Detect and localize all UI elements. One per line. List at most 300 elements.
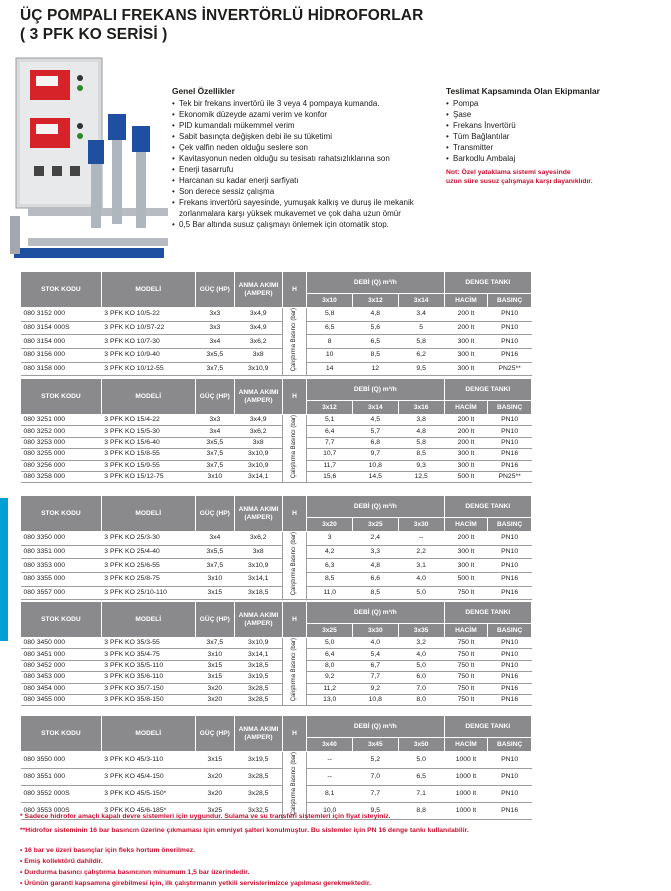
table-cell: 3 PFK KO 35/5-110 <box>101 660 195 671</box>
table-cell: 8,8 <box>398 803 444 820</box>
table-cell: PN10 <box>488 415 532 426</box>
table-cell: 9,3 <box>398 460 444 471</box>
table-cell: 3x15 <box>195 752 234 769</box>
table-cell: 6,4 <box>307 649 353 660</box>
header-stock-code: STOK KODU <box>21 379 102 415</box>
table-cell: 3x28,5 <box>234 786 282 803</box>
header-stock-code: STOK KODU <box>21 272 102 308</box>
table-cell: 080 3350 000 <box>21 532 102 546</box>
table-cell: PN25** <box>488 362 532 376</box>
table-cell: 10,7 <box>307 449 353 460</box>
list-item: • Ekonomik düzeyde azami verim ve konfor <box>172 109 440 120</box>
table-cell: 3x14,1 <box>234 573 282 587</box>
table-cell: 6,8 <box>352 437 398 448</box>
table-cell: 3 PFK KO 10/9-40 <box>101 349 195 363</box>
table-cell: 3x20 <box>195 769 234 786</box>
table-cell: 080 3154 000S <box>21 321 102 335</box>
table-cell: 3x28,5 <box>234 694 282 705</box>
table-cell: 10,8 <box>352 460 398 471</box>
list-item: • PID kumandalı mükemmel verim <box>172 120 440 131</box>
table-cell: 3x8 <box>234 437 282 448</box>
header-flow-value: 3x14 <box>352 401 398 415</box>
table-cell: 4,0 <box>398 573 444 587</box>
list-item: • Sabit basınçta değişken debi ile su tüketimi <box>172 131 440 142</box>
table-cell: 3 PFK KO 10/7-30 <box>101 335 195 349</box>
header-model: MODELİ <box>101 716 195 752</box>
table-cell: 4,5 <box>352 415 398 426</box>
header-flow-value: 3x40 <box>307 738 353 752</box>
footnote: * Sadece hidrofor amaçlı kapalı devre sistemleri için uygundur. Sulama ve su transferi sistemleri için fiyat isteyiniz. <box>20 813 391 820</box>
table-cell: PN10 <box>488 437 532 448</box>
table-cell: 3 PFK KO 10/5-22 <box>101 308 195 322</box>
product-table-1 <box>20 271 532 376</box>
header-flow-value: 3x25 <box>307 624 353 638</box>
header-flow: DEBİ (Q) m³/h <box>307 379 445 401</box>
table-cell: 3x19,5 <box>234 752 282 769</box>
table-cell: 3 PFK KO 15/9-55 <box>101 460 195 471</box>
product-image <box>8 56 168 266</box>
header-model: MODELİ <box>101 602 195 638</box>
header-current: ANMA AKIMI (AMPER) <box>234 716 282 752</box>
start-pressure-label: Çalıştırma Basıncı (bar) <box>291 638 298 702</box>
table-cell: 6,3 <box>307 559 353 573</box>
table-cell: 9,2 <box>352 683 398 694</box>
table-cell: PN10 <box>488 638 532 649</box>
table-cell: 5 <box>398 321 444 335</box>
table-cell: 7,1 <box>398 786 444 803</box>
table-cell: 3 PFK KO 15/12-75 <box>101 471 195 482</box>
table-cell: 3x15 <box>195 672 234 683</box>
title-line-1: ÜÇ POMPALI FREKANS İNVERTÖRLÜ HİDROFORLAR <box>20 7 424 24</box>
header-flow-value: 3x25 <box>352 518 398 532</box>
table-cell: 300 lt <box>444 559 488 573</box>
list-item: • Pompa <box>446 98 656 109</box>
footnote: • Emiş kollektörü dahildir. <box>20 858 103 865</box>
table-row <box>21 335 532 349</box>
table-cell: 6,5 <box>352 335 398 349</box>
table-cell: 5,7 <box>352 426 398 437</box>
header-volume: HACİM <box>444 518 488 532</box>
table-cell: 750 lt <box>444 672 488 683</box>
table-row <box>21 660 532 671</box>
table-cell: 3x6,2 <box>234 532 282 546</box>
table-row <box>21 362 532 376</box>
table-cell: 3 PFK KO 45/5-150* <box>101 786 195 803</box>
footnote: • Durdurma basıncı çalıştırma basıncının minumum 1,5 bar üzerindedir. <box>20 869 250 876</box>
list-item: • Barkodlu Ambalaj <box>446 153 656 164</box>
table-cell: 3 PFK KO 45/4-150 <box>101 769 195 786</box>
table-cell: 3x6,2 <box>234 335 282 349</box>
table-cell: 3x6,2 <box>234 426 282 437</box>
table-cell: 3,8 <box>398 415 444 426</box>
table-cell: PN16 <box>488 803 532 820</box>
table-cell: 14,5 <box>352 471 398 482</box>
start-pressure-column <box>283 752 307 820</box>
product-table-5 <box>20 715 532 820</box>
table-cell: -- <box>307 752 353 769</box>
table-cell: 3x7,5 <box>195 449 234 460</box>
table-cell: PN16 <box>488 449 532 460</box>
table-cell: -- <box>398 532 444 546</box>
table-cell: 11,7 <box>307 460 353 471</box>
table-cell: PN10 <box>488 649 532 660</box>
table-cell: 1000 lt <box>444 803 488 820</box>
table-cell: 3x4,9 <box>234 308 282 322</box>
table-cell: 6,5 <box>307 321 353 335</box>
note-line-1: Not: Özel yataklama sistemi sayesinde <box>446 169 571 176</box>
header-tank: DENGE TANKI <box>444 496 531 518</box>
features-heading: Genel Özellikler <box>172 86 235 96</box>
table-cell: 7,7 <box>352 786 398 803</box>
table-cell: 080 3553 000S <box>21 803 102 820</box>
table-cell: 6,7 <box>352 660 398 671</box>
table-cell: 750 lt <box>444 683 488 694</box>
table-cell: 3x5,5 <box>195 349 234 363</box>
table-cell: 080 3552 000S <box>21 786 102 803</box>
list-item: • Harcanan su kadar enerji sarfiyatı <box>172 175 440 186</box>
table-row <box>21 786 532 803</box>
table-cell: PN16 <box>488 586 532 600</box>
table-cell: 3,3 <box>352 545 398 559</box>
table-cell: 300 lt <box>444 545 488 559</box>
table-cell: 1000 lt <box>444 769 488 786</box>
table-cell: 080 3253 000 <box>21 437 102 448</box>
delivery-list <box>446 98 656 164</box>
header-tank: DENGE TANKI <box>444 716 531 738</box>
header-flow-value: 3x14 <box>398 294 444 308</box>
header-pressure: BASINÇ <box>488 738 532 752</box>
table-cell: 3x10 <box>195 649 234 660</box>
table-cell: 8,5 <box>307 573 353 587</box>
table-cell: 750 lt <box>444 649 488 660</box>
header-flow-value: 3x35 <box>398 624 444 638</box>
side-tab <box>0 498 8 641</box>
start-pressure-column <box>283 638 307 706</box>
delivery-equipment <box>446 86 656 186</box>
table-cell: PN16 <box>488 683 532 694</box>
header-pressure: BASINÇ <box>488 624 532 638</box>
table-cell: 3x3 <box>195 321 234 335</box>
table-cell: 3x7,5 <box>195 638 234 649</box>
table-row <box>21 449 532 460</box>
table-cell: 4,0 <box>398 649 444 660</box>
table-cell: 9,2 <box>307 672 353 683</box>
table-row <box>21 559 532 573</box>
table-cell: 8,5 <box>352 349 398 363</box>
table-cell: 12 <box>352 362 398 376</box>
table-cell: PN10 <box>488 426 532 437</box>
header-volume: HACİM <box>444 294 488 308</box>
table-cell: 5,8 <box>398 335 444 349</box>
table-row <box>21 415 532 426</box>
table-cell: 300 lt <box>444 460 488 471</box>
table-cell: 9,7 <box>352 449 398 460</box>
table-row <box>21 426 532 437</box>
table-cell: 4,0 <box>352 638 398 649</box>
table-cell: 080 3158 000 <box>21 362 102 376</box>
product-table-2 <box>20 378 532 483</box>
header-pressure: BASINÇ <box>488 294 532 308</box>
header-current: ANMA AKIMI (AMPER) <box>234 496 282 532</box>
table-cell: 3 PFK KO 25/8-75 <box>101 573 195 587</box>
table-cell: 3 PFK KO 35/8-150 <box>101 694 195 705</box>
table-cell: PN10 <box>488 335 532 349</box>
table-cell: PN16 <box>488 694 532 705</box>
table-cell: 3x18,5 <box>234 660 282 671</box>
table-cell: 8,1 <box>307 786 353 803</box>
table-cell: 13,0 <box>307 694 353 705</box>
header-power: GÜÇ (HP) <box>195 496 234 532</box>
table-cell: 080 3355 000 <box>21 573 102 587</box>
table-cell: 500 lt <box>444 573 488 587</box>
table-cell: 3x14,1 <box>234 649 282 660</box>
table-cell: 200 lt <box>444 321 488 335</box>
table-cell: PN10 <box>488 308 532 322</box>
header-current: ANMA AKIMI (AMPER) <box>234 272 282 308</box>
table-cell: 3 <box>307 532 353 546</box>
table-cell: 750 lt <box>444 660 488 671</box>
start-pressure-label: Çalıştırma Basıncı (bar) <box>291 308 298 372</box>
start-pressure-column <box>283 308 307 376</box>
table-cell: 3x4,9 <box>234 415 282 426</box>
table-cell: 750 lt <box>444 694 488 705</box>
table-cell: 4,8 <box>352 308 398 322</box>
header-power: GÜÇ (HP) <box>195 716 234 752</box>
product-table-3 <box>20 495 532 600</box>
table-cell: 500 lt <box>444 471 488 482</box>
table-row <box>21 769 532 786</box>
table-cell: 080 3557 000 <box>21 586 102 600</box>
table-cell: PN10 <box>488 532 532 546</box>
table-cell: 3 PFK KO 35/4-75 <box>101 649 195 660</box>
table-cell: 080 3450 000 <box>21 638 102 649</box>
footnote: **Hidrofor sisteminin 16 bar basıncın üzerine çıkmaması için emniyet şalteri konulmuştur. Bu sistemler için PN 16 denge tankı kullanılabilir. <box>20 827 469 834</box>
table-cell: 3x14,1 <box>234 471 282 482</box>
header-current: ANMA AKIMI (AMPER) <box>234 379 282 415</box>
table-cell: 750 lt <box>444 638 488 649</box>
table-cell: 15,6 <box>307 471 353 482</box>
header-pressure: BASINÇ <box>488 401 532 415</box>
table-cell: 080 3451 000 <box>21 649 102 660</box>
table-cell: 5,0 <box>307 638 353 649</box>
table-cell: PN16 <box>488 672 532 683</box>
table-cell: 3 PFK KO 15/6-40 <box>101 437 195 448</box>
list-item: • Enerji tasarrufu <box>172 164 440 175</box>
table-row <box>21 308 532 322</box>
header-flow-value: 3x45 <box>352 738 398 752</box>
table-cell: 3x7,5 <box>195 362 234 376</box>
list-item: • Tek bir frekans invertörü ile 3 veya 4 pompaya kumanda. <box>172 98 440 109</box>
list-item: • Frekans invertörü sayesinde, yumuşak kalkış ve duruş ile mekanik zorlanmalara karşı yüksek mukavemet ve çok daha uzun ömür <box>172 197 440 219</box>
table-cell: 3 PFK KO 25/10-110 <box>101 586 195 600</box>
table-cell: 3 PFK KO 25/6-55 <box>101 559 195 573</box>
header-power: GÜÇ (HP) <box>195 602 234 638</box>
table-cell: 5,2 <box>352 752 398 769</box>
table-cell: 5,0 <box>398 660 444 671</box>
table-row <box>21 349 532 363</box>
table-cell: 200 lt <box>444 532 488 546</box>
table-cell: 3x10,9 <box>234 559 282 573</box>
table-cell: 3x25 <box>195 803 234 820</box>
header-flow-value: 3x12 <box>352 294 398 308</box>
table-cell: 3x18,5 <box>234 586 282 600</box>
header-flow-value: 3x16 <box>398 401 444 415</box>
table-cell: 2,2 <box>398 545 444 559</box>
table-cell: 1000 lt <box>444 786 488 803</box>
table-cell: 5,4 <box>352 649 398 660</box>
table-row <box>21 752 532 769</box>
table-row <box>21 683 532 694</box>
table-cell: 300 lt <box>444 335 488 349</box>
delivery-heading: Teslimat Kapsamında Olan Ekipmanlar <box>446 86 600 96</box>
table-cell: 3x19,5 <box>234 672 282 683</box>
table-row <box>21 545 532 559</box>
table-row <box>21 649 532 660</box>
header-tank: DENGE TANKI <box>444 602 531 624</box>
table-cell: 10 <box>307 349 353 363</box>
table-cell: 3x8 <box>234 545 282 559</box>
table-cell: 080 3154 000 <box>21 335 102 349</box>
table-cell: 9,5 <box>352 803 398 820</box>
table-cell: 6,2 <box>398 349 444 363</box>
table-row <box>21 532 532 546</box>
table-cell: 8,0 <box>398 694 444 705</box>
table-cell: 750 lt <box>444 586 488 600</box>
table-cell: 080 3454 000 <box>21 683 102 694</box>
table-row <box>21 586 532 600</box>
table-cell: 3x10,9 <box>234 638 282 649</box>
start-pressure-label: Çalıştırma Basıncı (bar) <box>291 752 298 816</box>
table-cell: 3x28,5 <box>234 683 282 694</box>
table-cell: 5,0 <box>398 752 444 769</box>
table-cell: 6,4 <box>307 426 353 437</box>
list-item: • Çek valfin neden olduğu seslere son <box>172 142 440 153</box>
table-cell: 3 PFK KO 35/7-150 <box>101 683 195 694</box>
table-cell: 080 3152 000 <box>21 308 102 322</box>
start-pressure-label: Çalıştırma Basıncı (bar) <box>291 415 298 479</box>
table-cell: 3,2 <box>398 638 444 649</box>
header-current: ANMA AKIMI (AMPER) <box>234 602 282 638</box>
start-pressure-label: Çalıştırma Basıncı (bar) <box>291 532 298 596</box>
header-pressure: BASINÇ <box>488 518 532 532</box>
table-cell: 1000 lt <box>444 752 488 769</box>
table-cell: 3 PFK KO 10/S7-22 <box>101 321 195 335</box>
table-cell: 3x20 <box>195 683 234 694</box>
table-cell: 5,6 <box>352 321 398 335</box>
header-model: MODELİ <box>101 379 195 415</box>
header-flow-value: 3x50 <box>398 738 444 752</box>
table-cell: PN16 <box>488 573 532 587</box>
header-flow: DEBİ (Q) m³/h <box>307 716 445 738</box>
delivery-note <box>446 168 656 186</box>
table-cell: 080 3453 000 <box>21 672 102 683</box>
table-cell: 3 PFK KO 15/8-55 <box>101 449 195 460</box>
table-cell: 3x3 <box>195 415 234 426</box>
note-line-2: uzun süre susuz çalışmaya karşı dayanıklıdır. <box>446 178 593 185</box>
table-cell: 10,0 <box>307 803 353 820</box>
table-cell: 080 3252 000 <box>21 426 102 437</box>
header-flow-value: 3x12 <box>307 401 353 415</box>
table-cell: 3,4 <box>398 308 444 322</box>
header-tank: DENGE TANKI <box>444 272 531 294</box>
table-cell: PN25** <box>488 471 532 482</box>
table-cell: 3x7,5 <box>195 559 234 573</box>
title-line-2: ( 3 PFK KO SERİSİ ) <box>20 26 168 43</box>
table-cell: 3x10 <box>195 573 234 587</box>
table-cell: 7,7 <box>352 672 398 683</box>
header-flow-value: 3x10 <box>307 294 353 308</box>
table-cell: 300 lt <box>444 362 488 376</box>
table-cell: PN10 <box>488 559 532 573</box>
footnote: • Ürünün garanti kapsamına girebilmesi için, ilk çalıştırmanın yetkili servislerimizce yapılması gerekmektedir. <box>20 880 372 887</box>
table-row <box>21 437 532 448</box>
header-stock-code: STOK KODU <box>21 496 102 532</box>
header-flow-value: 3x30 <box>398 518 444 532</box>
table-cell: 3x4 <box>195 426 234 437</box>
header-h: H <box>283 379 307 415</box>
table-cell: 14 <box>307 362 353 376</box>
table-cell: 080 3258 000 <box>21 471 102 482</box>
header-flow: DEBİ (Q) m³/h <box>307 602 445 624</box>
header-volume: HACİM <box>444 401 488 415</box>
list-item: • Şase <box>446 109 656 120</box>
table-cell: 7,0 <box>398 683 444 694</box>
table-cell: PN16 <box>488 460 532 471</box>
table-cell: 300 lt <box>444 349 488 363</box>
table-cell: 200 lt <box>444 437 488 448</box>
table-cell: 3x15 <box>195 660 234 671</box>
table-cell: PN10 <box>488 321 532 335</box>
table-cell: 3x4,9 <box>234 321 282 335</box>
table-cell: 080 3353 000 <box>21 559 102 573</box>
table-cell: 3 PFK KO 35/6-110 <box>101 672 195 683</box>
table-cell: 12,5 <box>398 471 444 482</box>
table-cell: 080 3551 000 <box>21 769 102 786</box>
table-cell: 3x10,9 <box>234 460 282 471</box>
header-h: H <box>283 496 307 532</box>
table-cell: 3x4 <box>195 335 234 349</box>
table-cell: 5,0 <box>398 586 444 600</box>
table-cell: 200 lt <box>444 308 488 322</box>
header-h: H <box>283 272 307 308</box>
header-model: MODELİ <box>101 272 195 308</box>
table-cell: PN10 <box>488 769 532 786</box>
table-cell: 300 lt <box>444 449 488 460</box>
table-cell: 3x10,9 <box>234 449 282 460</box>
table-cell: 3 PFK KO 35/3-55 <box>101 638 195 649</box>
list-item: • 0,5 Bar altında susuz çalışmayı önlemek için otomatik stop. <box>172 219 440 230</box>
table-cell: 080 3256 000 <box>21 460 102 471</box>
table-cell: 8 <box>307 335 353 349</box>
table-cell: 3 PFK KO 15/4-22 <box>101 415 195 426</box>
list-item: • Transmitter <box>446 142 656 153</box>
table-cell: 11,2 <box>307 683 353 694</box>
table-cell: 6,0 <box>398 672 444 683</box>
table-row <box>21 638 532 649</box>
table-cell: 10,8 <box>352 694 398 705</box>
table-cell: 080 3156 000 <box>21 349 102 363</box>
header-tank: DENGE TANKI <box>444 379 531 401</box>
table-cell: 080 3550 000 <box>21 752 102 769</box>
table-row <box>21 573 532 587</box>
table-cell: PN10 <box>488 752 532 769</box>
table-row <box>21 672 532 683</box>
table-cell: 3x4 <box>195 532 234 546</box>
table-cell: PN16 <box>488 349 532 363</box>
header-model: MODELİ <box>101 496 195 532</box>
table-cell: 2,4 <box>352 532 398 546</box>
header-power: GÜÇ (HP) <box>195 272 234 308</box>
